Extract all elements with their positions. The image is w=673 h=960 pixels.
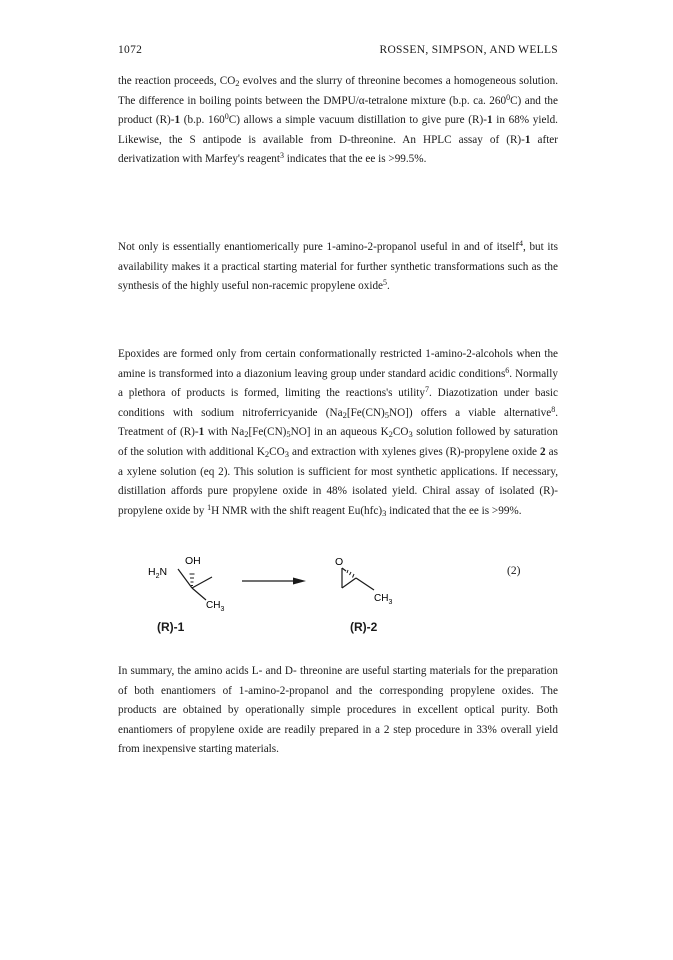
epoxide-hashed-bond — [347, 570, 354, 578]
epoxide-structure — [342, 568, 374, 590]
paragraph-3: Epoxides are formed only from certain conformationally restricted 1-amino-2-alcohols when the amine is transformed into a diazonium leaving group under standard acidic conditions$^6$. Normally a plethora of products is formed, limiting the reactions's utility$^7$. Diazotization under basic conditions with sodium nitroferricyanide $(Na_2[Fe(CN)_5NO])$ offers a viable alternative$^8$. Treatment of (R)-1 with $Na_2[Fe(CN)_5NO]$ in an aqueous $K_2CO_3$ solution followed by saturation of the solution with additional $K_2CO_3$ and extraction with xylenes gives (R)-propylene oxide 2 as a xylene solution (eq 2). This solution is sufficient for most synthetic applications. If necessary, distillation affords pure propylene oxide in 48% isolated yield. Chiral assay of isolated (R)-propylene oxide by $^1$H NMR with the shift reagent $Eu(hfc)_3$ indicated that the ee is >99%. — [118, 348, 559, 518]
equation-number: (2) — [507, 565, 521, 577]
page-number: 1072 — [118, 44, 143, 56]
amino-label: $H_2N$ — [148, 566, 168, 580]
paragraph-4: In summary, the amino acids L- and D- threonine are useful starting materials for the preparation of both enantiomers of 1-amino-2-propanol and the corresponding propylene oxides. The products are obtained by operationally simple procedures in excellent optical purity. Both enantiomers of propylene oxide are readily prepared in a 2 step procedure in 33% overall yield from inexpensive starting materials. — [118, 665, 558, 756]
reaction-scheme — [130, 538, 550, 648]
oh-hashed-bond — [190, 574, 195, 586]
paragraph-2: Not only is essentially enantiomerically pure 1-amino-2-propanol useful in and of itself$^4$, but its availability makes it a practical starting material for further synthetic transformations such as the synthesis of the highly useful non-racemic propylene oxide$^5$. — [118, 239, 558, 293]
reaction-scheme-drawing — [130, 538, 550, 648]
compound-label-2: (R)-2 — [350, 620, 378, 634]
paragraph-1: the reaction proceeds, $CO_2$ evolves and the slurry of threonine becomes a homogeneous solution. The difference in boiling points between the DMPU/α-tetralone mixture (b.p. ca. $260^0C$) and the product (R)-1 (b.p. $160^0C$) allows a simple vacuum distillation to give pure (R)-1 in 68% yield. Likewise, the S antipode is available from D-threonine. An HPLC assay of (R)-1 after derivatization with Marfey's reagent$^3$ indicates that the ee is >99.5%. — [118, 75, 558, 166]
reaction-arrow — [242, 578, 306, 585]
amino-alcohol-structure — [178, 569, 212, 600]
running-head-authors: ROSSEN, SIMPSON, AND WELLS — [379, 44, 558, 56]
epoxide-oxygen-label: O — [335, 556, 344, 568]
methyl-label-2: $CH_3$ — [374, 593, 393, 606]
oh-label: OH — [185, 555, 201, 567]
methyl-label-1: $CH_3$ — [206, 600, 225, 613]
compound-label-1: (R)-1 — [157, 620, 185, 634]
